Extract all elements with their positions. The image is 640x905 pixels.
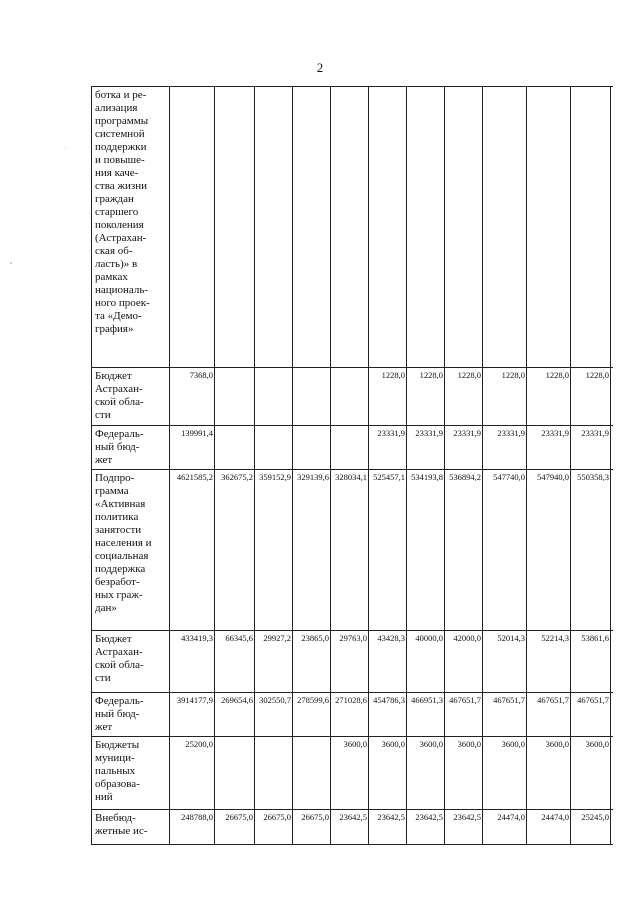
table-cell xyxy=(611,631,614,693)
table-cell: 467651,7 xyxy=(527,693,571,737)
table-cell: 467651,7 xyxy=(571,693,611,737)
table-cell: 433419,3 xyxy=(170,631,215,693)
row-label: Бюджеты муници- пальных образова- ний xyxy=(92,737,170,810)
table-cell xyxy=(293,737,331,810)
table-cell: 40000,0 xyxy=(407,631,445,693)
table-cell: 139991,4 xyxy=(170,426,215,470)
table-cell: 26675,0 xyxy=(255,810,293,845)
table-cell xyxy=(215,87,255,368)
budget-table xyxy=(91,86,613,845)
table-cell: 23331,9 xyxy=(407,426,445,470)
table-cell xyxy=(255,87,293,368)
table-cell xyxy=(215,737,255,810)
table-cell: 52214,3 xyxy=(527,631,571,693)
table-cell: 23642,5 xyxy=(407,810,445,845)
table-cell: 23331,9 xyxy=(483,426,527,470)
table-cell xyxy=(445,87,483,368)
table-row xyxy=(92,810,614,845)
table-cell: 29927,2 xyxy=(255,631,293,693)
table-cell: 328034,1 xyxy=(331,470,369,631)
table-cell: 23865,0 xyxy=(293,631,331,693)
table-cell: 52014,3 xyxy=(483,631,527,693)
table-cell: 248788,0 xyxy=(170,810,215,845)
table-cell: 1228,0 xyxy=(369,368,407,426)
table-cell xyxy=(255,426,293,470)
table-cell: 3600,0 xyxy=(445,737,483,810)
table-cell: 302550,7 xyxy=(255,693,293,737)
table-cell xyxy=(483,87,527,368)
table-cell xyxy=(170,87,215,368)
table-cell: 467651,7 xyxy=(445,693,483,737)
row-label: Федераль- ный бюд- жет xyxy=(92,426,170,470)
table-cell xyxy=(611,810,614,845)
table-cell: 7368,0 xyxy=(170,368,215,426)
table-cell xyxy=(407,87,445,368)
table-cell: 25200,0 xyxy=(170,737,215,810)
table-cell: 3600,0 xyxy=(527,737,571,810)
row-label: Бюджет Астрахан- ской обла- сти xyxy=(92,631,170,693)
table-cell: 26675,0 xyxy=(293,810,331,845)
table-row xyxy=(92,470,614,631)
table-cell: 3600,0 xyxy=(331,737,369,810)
table-cell: 4621585,2 xyxy=(170,470,215,631)
table-cell xyxy=(255,737,293,810)
table-cell: 359152,9 xyxy=(255,470,293,631)
table-cell: 43428,3 xyxy=(369,631,407,693)
table-cell: 1228,0 xyxy=(527,368,571,426)
table-cell: 1228,0 xyxy=(445,368,483,426)
table-cell: 26675,0 xyxy=(215,810,255,845)
table-cell xyxy=(527,87,571,368)
table-cell: 467651,7 xyxy=(483,693,527,737)
table-row xyxy=(92,426,614,470)
table-cell: 23331,9 xyxy=(445,426,483,470)
table-cell: 3600,0 xyxy=(571,737,611,810)
row-label: Бюджет Астрахан- ской обла- сти xyxy=(92,368,170,426)
scan-speck xyxy=(10,262,12,264)
table-cell: 29763,0 xyxy=(331,631,369,693)
table-cell: 1228,0 xyxy=(571,368,611,426)
table-cell: 271028,6 xyxy=(331,693,369,737)
table-cell: 269654,6 xyxy=(215,693,255,737)
table-cell: 1228,0 xyxy=(483,368,527,426)
table-cell xyxy=(611,470,614,631)
table-cell: 3600,0 xyxy=(369,737,407,810)
table-cell xyxy=(611,737,614,810)
table-cell xyxy=(611,693,614,737)
table-cell: 536894,2 xyxy=(445,470,483,631)
row-label: Подпро- грамма «Активная политика занятости населения и социальная поддержка безработ- ных граж- дан» xyxy=(92,470,170,631)
table-cell xyxy=(215,368,255,426)
row-label: Федераль- ный бюд- жет xyxy=(92,693,170,737)
table-cell: 454786,3 xyxy=(369,693,407,737)
row-label: ботка и ре- ализация программы системной поддержки и повыше- ния каче- ства жизни граждан старшего поколения (Астрахан- ская об- ласть)» в рамках националь- ного проек- та «Демо- графия» xyxy=(92,87,170,368)
table-cell xyxy=(331,426,369,470)
table-cell xyxy=(293,87,331,368)
table-body xyxy=(92,87,614,845)
table-cell: 23642,5 xyxy=(369,810,407,845)
table-cell: 23331,9 xyxy=(527,426,571,470)
table-cell: 329139,6 xyxy=(293,470,331,631)
table-row xyxy=(92,737,614,810)
table-cell: 53861,6 xyxy=(571,631,611,693)
table-cell: 42000,0 xyxy=(445,631,483,693)
table-cell: 24474,0 xyxy=(527,810,571,845)
table-cell xyxy=(611,368,614,426)
table-cell: 23642,5 xyxy=(331,810,369,845)
table-cell: 534193,8 xyxy=(407,470,445,631)
table-cell: 1228,0 xyxy=(407,368,445,426)
table-cell: 66345,6 xyxy=(215,631,255,693)
table-cell: 23331,9 xyxy=(369,426,407,470)
table-cell: 3600,0 xyxy=(483,737,527,810)
table-row xyxy=(92,631,614,693)
table-cell xyxy=(293,368,331,426)
table-cell xyxy=(369,87,407,368)
table-cell: 547740,0 xyxy=(483,470,527,631)
table-cell: 23642,5 xyxy=(445,810,483,845)
table-row xyxy=(92,368,614,426)
table-cell xyxy=(611,87,614,368)
table-row xyxy=(92,87,614,368)
table-cell: 362675,2 xyxy=(215,470,255,631)
table-row xyxy=(92,693,614,737)
table-cell: 547940,0 xyxy=(527,470,571,631)
table-cell xyxy=(331,368,369,426)
table-cell: 24474,0 xyxy=(483,810,527,845)
table-cell: 278599,6 xyxy=(293,693,331,737)
table-cell: 466951,3 xyxy=(407,693,445,737)
table-cell: 25245,0 xyxy=(571,810,611,845)
table-cell xyxy=(255,368,293,426)
table-cell: 3914177,9 xyxy=(170,693,215,737)
table-cell: 550358,3 xyxy=(571,470,611,631)
row-label: Внебюд- жетные ис- xyxy=(92,810,170,845)
table-cell xyxy=(571,87,611,368)
table-cell: 23331,9 xyxy=(571,426,611,470)
table-cell: 525457,1 xyxy=(369,470,407,631)
scan-speck xyxy=(65,148,66,149)
table-cell xyxy=(331,87,369,368)
table-cell xyxy=(215,426,255,470)
table-cell: 3600,0 xyxy=(407,737,445,810)
page-number: 2 xyxy=(316,60,324,75)
table-cell xyxy=(293,426,331,470)
table-cell xyxy=(611,426,614,470)
